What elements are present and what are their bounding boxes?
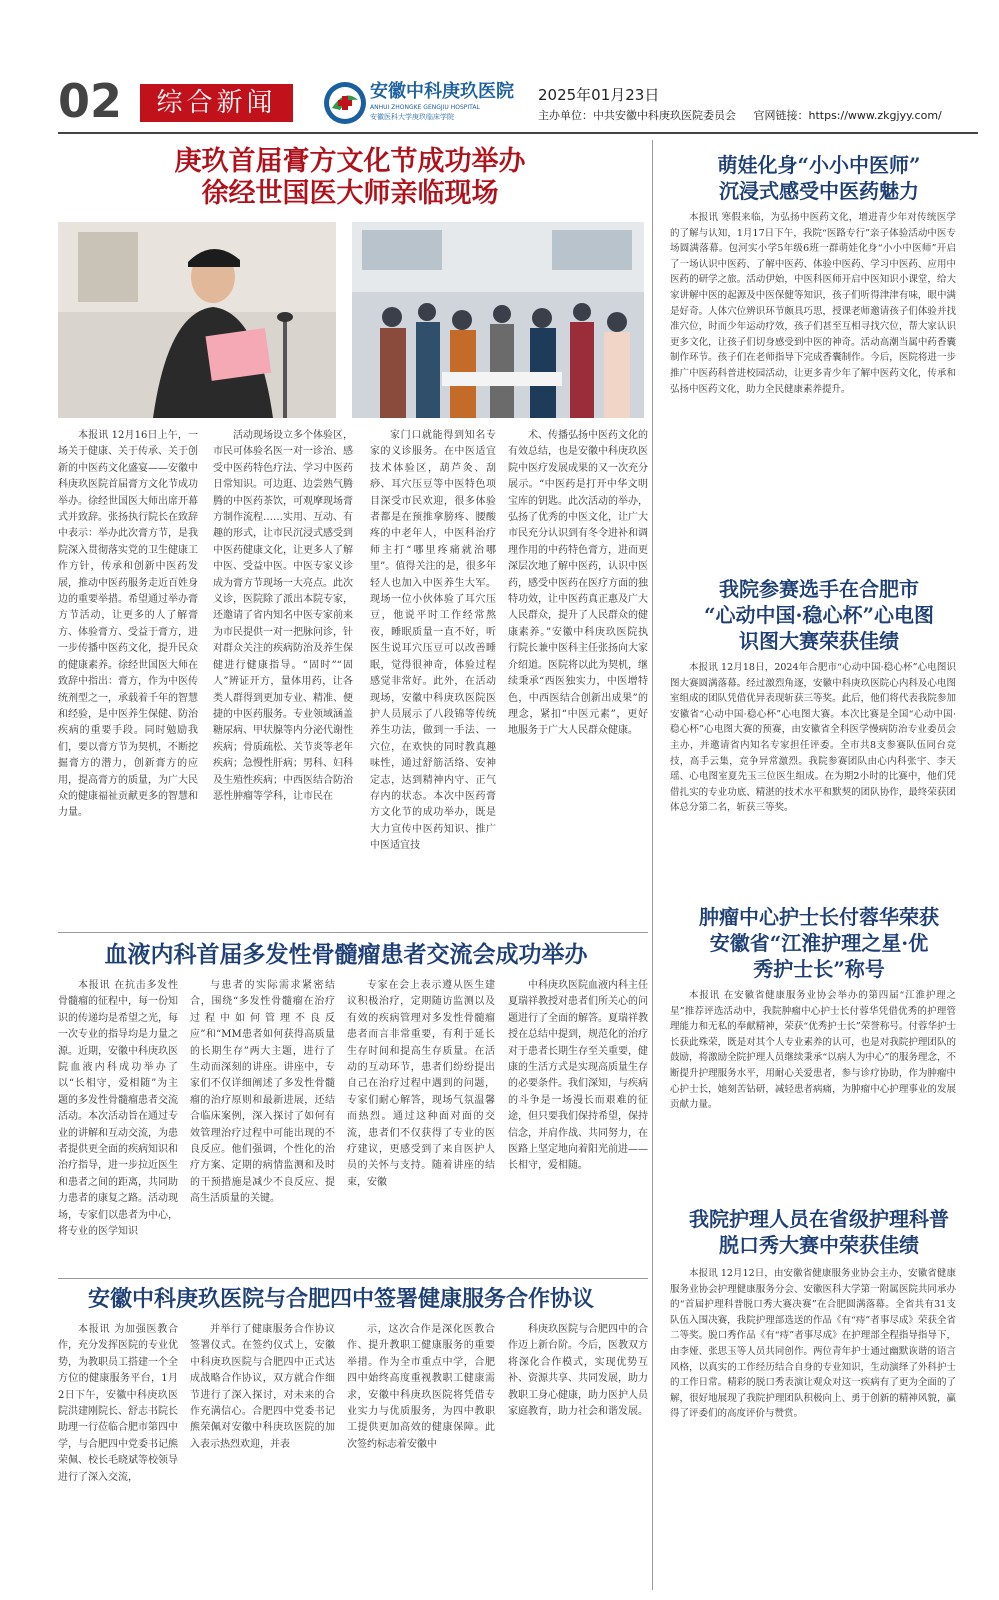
article6-title-line2: 安徽省“江淮护理之星·优 — [709, 931, 929, 955]
article3-col1: 本报讯 为加强医教合作，充分发挥医院的专业优势，为教职员工搭建一个全方位的健康服务平台，1月2日下午，安徽中科庚玖医院洪建刚院长、舒志书院长助理一行莅临合肥市第四中学，与合肥四中党委书记熊荣佩、校长毛晓斌等校领导进行了深入交流， — [58, 1324, 178, 1483]
article2-title: 血液内科首届多发性骨髓瘤患者交流会成功举办 — [104, 941, 588, 968]
article1-title-line2: 徐经世国医大师亲临现场 — [201, 178, 499, 209]
article4-body: 本报讯 寒假来临，为弘扬中医药文化，增进青少年对传统医学的了解与认知，1月17日下午，我院“医路专行”亲子体验活动中医专场圆满落幕。包河实小学5年级6班一群萌娃化身“小小中医师”开启了一场认识中医药、了解中医药、体验中医药、学习中医药、应用中医药的研学之旅。活动伊始，中医科医师开启中医知识小课堂，给大家讲解中医的起源及中医保健等知识，孩子们听得津津有味，眼中满是好奇。人体穴位辨识环节颇具巧思，授课老师邀请孩子们体验并找准穴位，时而少年运动疗效，孩子们甚至互相寻找穴位，帮大家认识更多文化，让孩子们切身感受到中医的神奇。活动高潮当属中药香囊制作环节。孩子们在老师指导下完成香囊制作。今后，医院将进一步推广中医药科普进校园活动，让更多青少年了解中医药文化，传承和弘扬中医药文化，助力全民健康素养提升。 — [670, 212, 956, 395]
article2-col4: 中科庚玖医院血液内科主任夏瑞祥教授对患者们所关心的问题进行了全面的解答。夏瑞祥教授在总结中提到，规范化的治疗对于患者长期生存至关重要，健康的生活方式是实现高质量生存的必要条件。我们深知，与疾病的斗争是一场漫长而艰难的征途，但只要我们保持希望，保持信念，并肩作战、共同努力，在医路上坚定地向着阳光前进——长相守，爱相随。 — [508, 980, 648, 1172]
article7-body: 本报讯 12月12日，由安徽省健康服务业协会主办，安徽省健康服务业协会护理健康服务分会、安徽医科大学第一附属医院共同承办的“首届护理科普脱口秀大赛决赛”在合肥圆满落幕。全省共有31支队伍入围决赛，我院护理部选送的作品《有“痔”者事尽成》荣获全省二等奖。脱口秀作品《有“痔”者事尽成》在护理部全程指导指导下，由李娅、张思玉等人员共同创作。两位青年护士通过幽默诙谐的语言风格，以真实的工作经历结合自身的专业知识，生动演绎了外科护士的工作日常。精彩的脱口秀表演让观众对这一疾病有了更为全面的了解，很好地展现了我院护理团队积极向上、勇于创新的精神风貌，赢得了评委们的高度评价与赞赏。 — [670, 1268, 956, 1420]
article5-title-line3: 识图大赛荣获佳绩 — [739, 629, 899, 653]
article7-title-line2: 脱口秀大赛中荣获佳绩 — [719, 1233, 919, 1257]
hospital-name-en: ANHUI ZHONGKE GENGJIU HOSPITAL — [370, 104, 480, 111]
article3-col3: 示，这次合作是深化医教合作、提升教职工健康服务的重要举措。作为全市重点中学，合肥四中始终高度重视教职工健康需求，安徽中科庚玖医院将凭借专业实力与优质服务，为四中教职工提供更加高效的健康保障。此次签约标志着安徽中 — [347, 1324, 495, 1450]
article6-body: 本报讯 在安徽省健康服务业协会举办的第四届“江淮护理之星”推荐评选活动中，我院肿瘤中心护士长付蓉华凭借优秀的护理管理能力和无私的奉献精神，荣获“优秀护士长”荣誉称号。付蓉华护士长获此殊荣，既是对其个人专业素养的认可，也是对我院护理团队的鼓励，将激励全院护理人员继续秉承“以病人为中心”的服务理念，不断提升护理服务水平，用耐心关爱患者，参与诊疗协助，作为肿瘤中心护士长，她刻苦钻研，减轻患者病痛，为肿瘤中心护理事业的发展贡献力量。 — [670, 990, 956, 1111]
article3-col2: 并举行了健康服务合作协议签署仪式。在签约仪式上，安徽中科庚玖医院与合肥四中正式达成战略合作协议，双方就合作细节进行了深入探讨，对未来的合作充满信心。合肥四中党委书记熊荣佩对安徽中科庚玖医院的加入表示热烈欢迎，并表 — [190, 1324, 335, 1450]
article2-col1: 本报讯 在抗击多发性骨髓瘤的征程中，每一份知识的传递均是希望之光，每一次专业的指导均是力量之源。近期，安徽中科庚玖医院血液内科成功举办了以“长相守，爱相随”为主题的多发性骨髓瘤患者交流活动。本次活动旨在通过专业的讲解和互动交流，为患者提供更全面的疾病知识和治疗指导，进一步拉近医生和患者之间的距离，共同助力患者的康复之路。活动现场，专家们以患者为中心，将专业的医学知识 — [58, 980, 178, 1238]
article3-title: 安徽中科庚玖医院与合肥四中签署健康服务合作协议 — [87, 1286, 594, 1312]
article4-title-line2: 沉浸式感受中医药魅力 — [719, 179, 919, 203]
masthead-rule — [58, 132, 978, 134]
article4-title-line1: 萌娃化身“小小中医师” — [717, 153, 921, 177]
article3-col4: 科庚玖医院与合肥四中的合作迈上新台阶。今后，医教双方将深化合作模式，实现优势互补、资源共享、共同发展，助力教职工身心健康，助力医护人员家庭教育，助力社会和谐发展。 — [508, 1324, 648, 1418]
article2-col3: 专家在会上表示遵从医生建议积极治疗，定期随访监测以及有效的疾病管理对多发性骨髓瘤患者而言非常重要，有利于延长生存时间和提高生存质量。在活动的互动环节，患者们纷纷提出自己在治疗过程中遇到的问题，专家们耐心解答，现场气氛温馨而热烈。通过这种面对面的交流，患者们不仅获得了专业的医疗建议，更感受到了来自医护人员的关怀与支持。随着讲座的结束，安徽 — [347, 980, 495, 1188]
article2-col2: 与患者的实际需求紧密结合，围绕“多发性骨髓瘤在治疗过程中如何管理不良反应”和“MM患者如何获得高质量的长期生存”两大主题，进行了生动而深刻的讲座。讲座中，专家们不仅详细阐述了多发性骨髓瘤的治疗原则和最新进展，还结合临床案例，深入探讨了如何有效管理治疗过程中可能出现的不良反应。他们强调，个性化的治疗方案、定期的病情监测和及时的干预措施是减少不良反应、提高生活质量的关键。 — [190, 980, 335, 1205]
article1-title-line1: 庚玖首届膏方文化节成功举办 — [174, 146, 526, 177]
article1-col3: 家门口就能得到知名专家的义诊服务。在中医适宜技术体验区，葫芦灸、刮痧、耳穴压豆等中医特色项目深受市民欢迎，很多体验者都是在预推拿膀疼、腰酸疼的中老年人，中医科治疗师主打“哪里疼痛就治哪里”。值得关注的是，很多年轻人也加入中医养生大军。现场一位小伙体验了耳穴压豆，他说平时工作经常熬夜，睡眠质量一直不好，听医生说耳穴压豆可以改善睡眠，觉得很神奇，体验过程感觉非常好。此外，在活动现场，安徽中科庚玖医院医护人员展示了八段锦等传统养生功法，做到一手法、一穴位，在欢快的同时教真趣味性，通过舒筋活络、安神定志，达到精神内守、正气存内的状态。本次中医药膏方文化节的成功举办，既是大力宣传中医药知识、推广中医适宜技 — [370, 430, 496, 852]
article5-title-line2: “心动中国·稳心杯”心电图 — [704, 603, 934, 627]
article1-col1: 本报讯 12月16日上午，一场关于健康、关于传承、关于创新的中医药文化盛宴——安徽中科庚玖医院首届膏方文化节成功举办。徐经世国医大师出席开幕式并致辞。张扬执行院长在致辞中表示：举办此次膏方节，是我院深入贯彻落实党的卫生健康工作方针，传承和创新中医药发展，推动中医药服务走近百姓身边的重要举措。希望通过举办膏方节活动，让更多的人了解膏方、体验膏方、受益于膏方，进一步传播中医药文化，提升民众的健康素养。徐经世国医大师在致辞中指出：膏方，作为中医传统剂型之一，承载着千年的智慧和经验，是中医养生保健、防治疾病的重要手段。同时勉励我们，要以膏方节为契机，不断挖掘膏方的潜力，创新膏方的应用，提高膏方的质量，为广大民众的健康福祉贡献更多的智慧和力量。 — [58, 430, 198, 819]
hospital-name-cn: 安徽中科庚玖医院 — [370, 81, 514, 102]
page-number: 02 — [58, 74, 123, 128]
article6-title-line1: 肿瘤中心护士长付蓉华荣获 — [699, 905, 939, 929]
crowd-photo — [352, 222, 644, 418]
host-info — [538, 107, 956, 123]
hospital-college-name: 安徽医科大学庚玖临床学院 — [370, 113, 454, 121]
article7-title-line1: 我院护理人员在省级护理科普 — [689, 1207, 949, 1231]
website-link[interactable]: 官网链接：https://www.zkgjyy.com/ — [753, 109, 942, 122]
divider — [58, 1278, 648, 1279]
hospital-logo-icon — [322, 80, 368, 126]
article1-col2: 活动现场设立多个体验区，市民可体验名医一对一诊治、感受中医药特色疗法、学习中医药日常知识。可边逛、边尝熟气腾腾的中医药茶饮，可观摩现场膏方制作流程……实用、互动、有趣的形式，让市民沉浸式感受到中医药健康文化，让更多人了解中医、受益中医。中医专家义诊成为膏方节现场一大亮点。此次义诊，医院除了派出本院专家，还邀请了省内知名中医专家前来为市民提供一对一把脉问诊，针对群众关注的疾病防治及养生保健进行健康指导。“固时”“固人”辨证开方，量体用药，让各类人群得到更加专业、精准、便捷的中医药服务。专业领域涵盖糖尿病、甲状腺等内分泌代谢性疾病；骨质疏松、关节炎等老年疾病；急慢性肝病；男科、妇科及生殖性疾病；中西医结合防治恶性肿瘤等学科，让市民在 — [213, 430, 353, 802]
article1-col4: 术、传播弘扬中医药文化的有效总结，也是安徽中科庚玖医院中医疗发展成果的又一次充分展示。“中医药是打开中华文明宝库的钥匙。此次活动的举办，弘扬了优秀的中医文化，让广大市民充分认识到有冬令进补和调理作用的中药特色膏方，进而更深层次地了解中医药，认识中医药，感受中医药在医疗方面的独特功效，让中医药真正惠及广大人民群众，提升了人民群众的健康素养。”安徽中科庚玖医院执行院长兼中医科主任张扬向大家介绍道。医院将以此为契机，继续秉承“西医独实力，中医增特色，中西医结合创新出成果”的理念，紧扣“中医元素”，更好地服务于广大人民群众健康。 — [508, 430, 648, 737]
column-divider — [652, 140, 653, 1590]
article5-body: 本报讯 12月18日，2024年合肥市“心动中国·稳心杯”心电图识图大赛圆满落幕。经过激烈角逐，安徽中科庚玖医院心内科及心电图室组成的团队凭借优异表现斩获三等奖。此后，他们将代表我院参加安徽省“心动中国·稳心杯”心电图大赛。本次比赛是全国“心动中国·稳心杯”心电图大赛的预赛，由安徽省全科医学慢病防治专业委员会主办，并邀请省内知名专家担任评委。全市共8支参赛队伍同台竞技，高手云集，竞争异常激烈。我院参赛团队由心内科张宇、李天瑶、心电图室夏先玉三位医生组成。在为期2小时的比赛中，他们凭借扎实的专业功底、精湛的技术水平和默契的团队协作，最终荣获团体总分第二名，斩获三等奖。 — [670, 662, 956, 814]
sponsor-text: 主办单位：中共安徽中科庚玖医院委员会 — [538, 109, 736, 122]
section-label: 综合新闻 — [140, 84, 293, 122]
divider — [58, 932, 648, 933]
speaker-photo — [58, 222, 336, 418]
article5-title-line1: 我院参赛选手在合肥市 — [719, 577, 919, 601]
issue-date: 2025年01月23日 — [538, 86, 660, 104]
article6-title-line3: 秀护士长”称号 — [753, 957, 885, 981]
